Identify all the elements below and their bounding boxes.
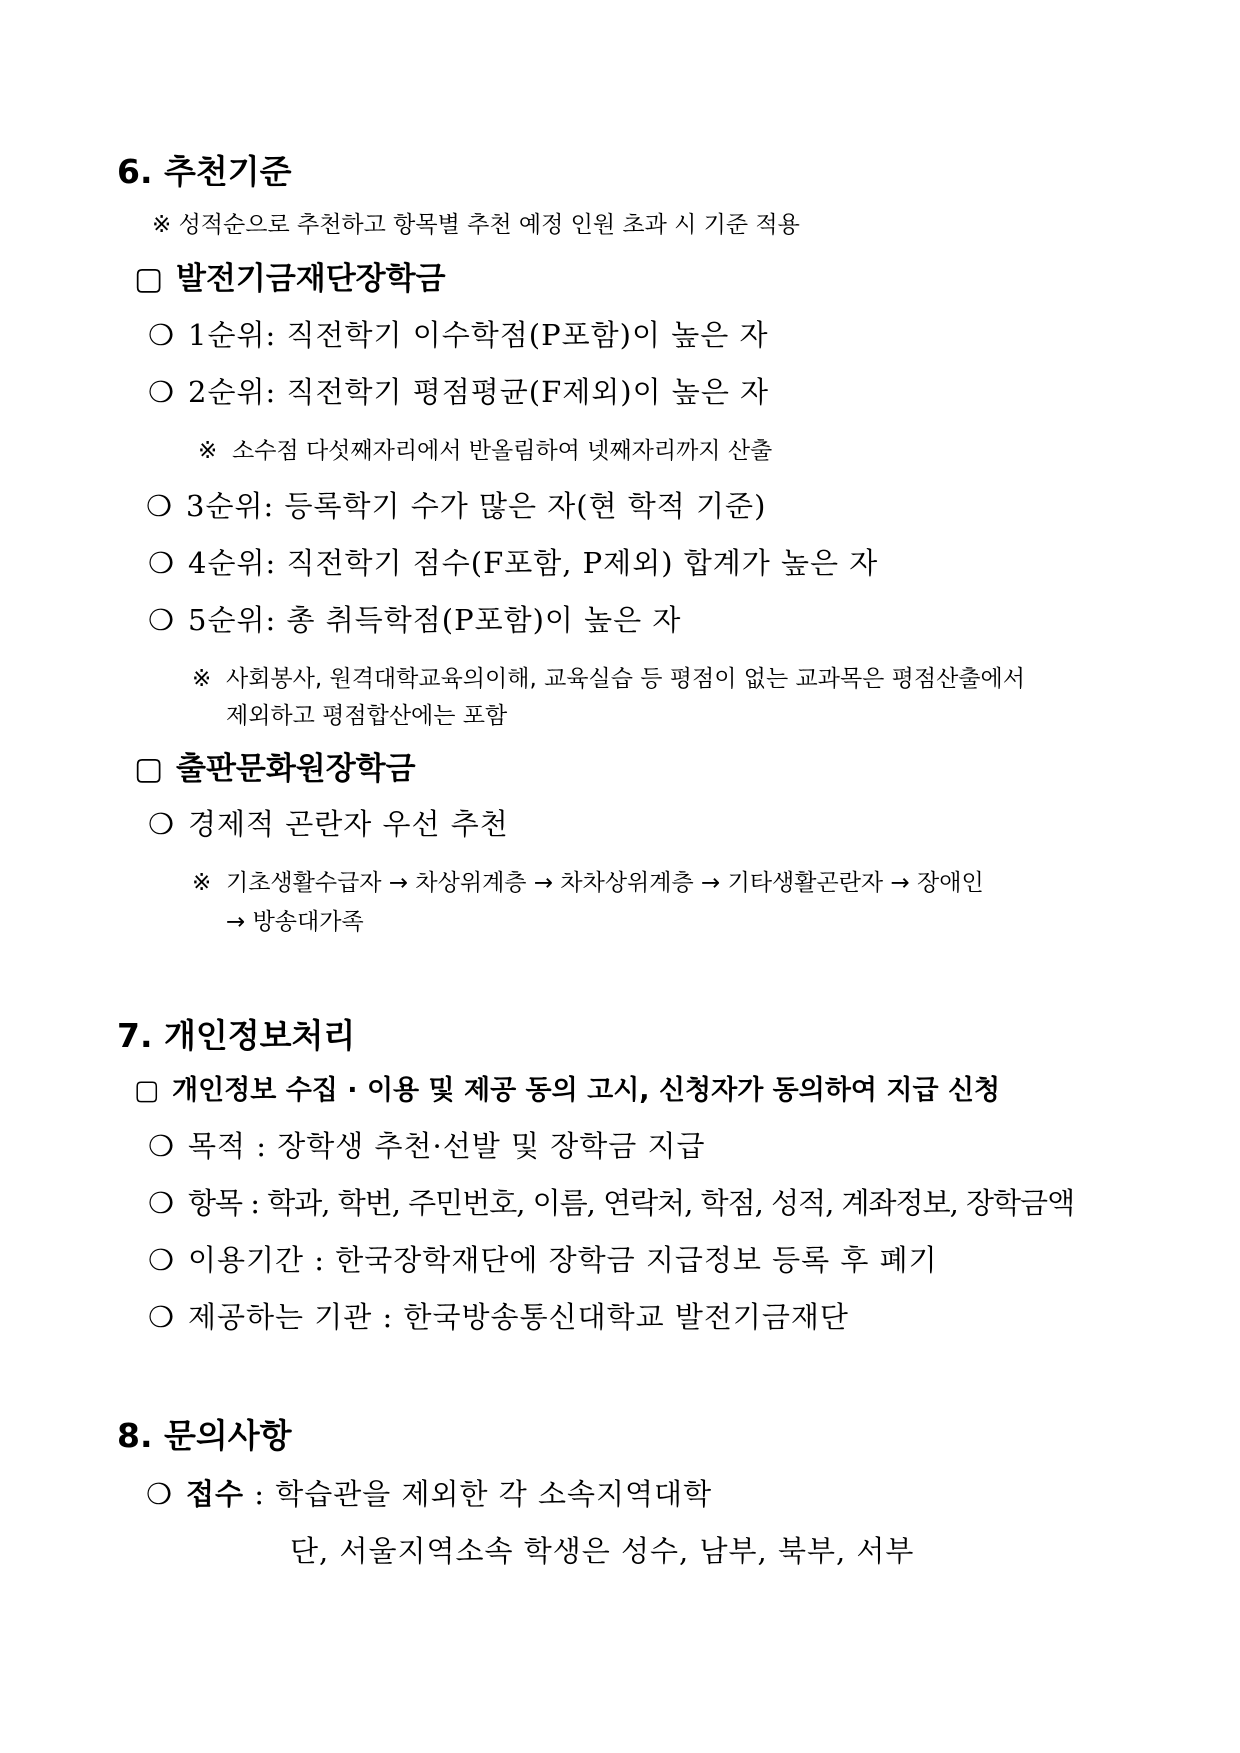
reference-mark-icon: ※ (192, 870, 212, 896)
grade-exclusion-note-line1: 사회봉사, 원격대학교육의이해, 교육실습 등 평점이 없는 교과목은 평점산출에서 (226, 666, 1025, 692)
priority-order-note-line2: → 방송대가족 (226, 909, 364, 935)
privacy-item (148, 1181, 1074, 1222)
rank-item (148, 598, 681, 639)
box-heading-text: 출판문화원장학금 (176, 751, 416, 787)
privacy-item (148, 1295, 849, 1336)
section-6-note: ※ 성적순으로 추천하고 항목별 추천 예정 인원 초과 시 기준 적용 (152, 212, 800, 238)
circle-bullet-icon: ❍ (148, 1186, 173, 1220)
inquiry-item (146, 1472, 712, 1513)
section-6-title: 6. 추천기준 (117, 152, 292, 191)
circle-bullet-icon: ❍ (146, 1477, 173, 1511)
reference-mark-icon: ※ (198, 438, 218, 464)
box-heading-publishing (134, 743, 416, 788)
section-7-title: 7. 개인정보처리 (117, 1016, 356, 1055)
grade-exclusion-note-line2: 제외하고 평점합산에는 포함 (226, 703, 508, 729)
privacy-item-text: 목적 : 장학생 추천·선발 및 장학금 지급 (188, 1129, 706, 1163)
rounding-note-text: 소수점 다섯째자리에서 반올림하여 넷째자리까지 산출 (232, 438, 773, 464)
rank-item (148, 541, 878, 582)
circle-bullet-icon: ❍ (146, 489, 173, 523)
box-heading-development-fund (134, 253, 446, 298)
circle-bullet-icon: ❍ (148, 1243, 175, 1277)
square-bullet-icon: ▢ (134, 261, 164, 297)
section-8-title: 8. 문의사항 (117, 1416, 292, 1455)
rank-item-text: 4순위: 직전학기 점수(F포함, P제외) 합계가 높은 자 (188, 546, 879, 580)
privacy-item-text: 항목 : 학과, 학번, 주민번호, 이름, 연락처, 학점, 성적, 계좌정보, 장학금액 (188, 1186, 1075, 1220)
circle-bullet-icon: ❍ (148, 1129, 175, 1163)
priority-item-text: 경제적 곤란자 우선 추천 (188, 807, 509, 841)
inquiry-line2: 단, 서울지역소속 학생은 성수, 남부, 북부, 서부 (290, 1534, 915, 1568)
privacy-item (148, 1238, 938, 1279)
grade-exclusion-note (192, 660, 1025, 693)
rounding-note (198, 432, 772, 465)
rank-item (148, 370, 769, 411)
circle-bullet-icon: ❍ (148, 1300, 175, 1334)
rank-item-text: 5순위: 총 취득학점(P포함)이 높은 자 (188, 603, 682, 637)
square-bullet-icon: ▢ (134, 751, 164, 787)
inquiry-text: : 학습관을 제외한 각 소속지역대학 (254, 1477, 713, 1511)
reference-mark-icon: ※ (192, 666, 212, 692)
box-heading-text: 발전기금재단장학금 (176, 261, 446, 297)
rank-item (146, 484, 766, 525)
priority-order-note (192, 864, 984, 897)
rank-item-text: 2순위: 직전학기 평점평균(F제외)이 높은 자 (188, 375, 770, 409)
privacy-item-text: 이용기간 : 한국장학재단에 장학금 지급정보 등록 후 폐기 (188, 1243, 938, 1277)
rank-item (148, 313, 768, 354)
privacy-item (148, 1124, 706, 1165)
box-heading-text: 개인정보 수집 · 이용 및 제공 동의 고시, 신청자가 동의하여 지급 신청 (172, 1075, 1001, 1106)
rank-item-text: 3순위: 등록학기 수가 많은 자(현 학적 기준) (186, 489, 767, 523)
circle-bullet-icon: ❍ (148, 603, 175, 637)
box-heading-privacy (134, 1068, 1000, 1107)
circle-bullet-icon: ❍ (148, 375, 175, 409)
rank-item-text: 1순위: 직전학기 이수학점(P포함)이 높은 자 (188, 318, 769, 352)
priority-order-note-line1: 기초생활수급자 → 차상위계층 → 차차상위계층 → 기타생활곤란자 → 장애인 (226, 870, 984, 896)
circle-bullet-icon: ❍ (148, 318, 175, 352)
inquiry-label: 접수 (186, 1477, 245, 1511)
square-bullet-icon: ▢ (134, 1075, 160, 1106)
circle-bullet-icon: ❍ (148, 546, 175, 580)
circle-bullet-icon: ❍ (148, 807, 175, 841)
privacy-item-text: 제공하는 기관 : 한국방송통신대학교 발전기금재단 (188, 1300, 849, 1334)
priority-item (148, 802, 509, 843)
